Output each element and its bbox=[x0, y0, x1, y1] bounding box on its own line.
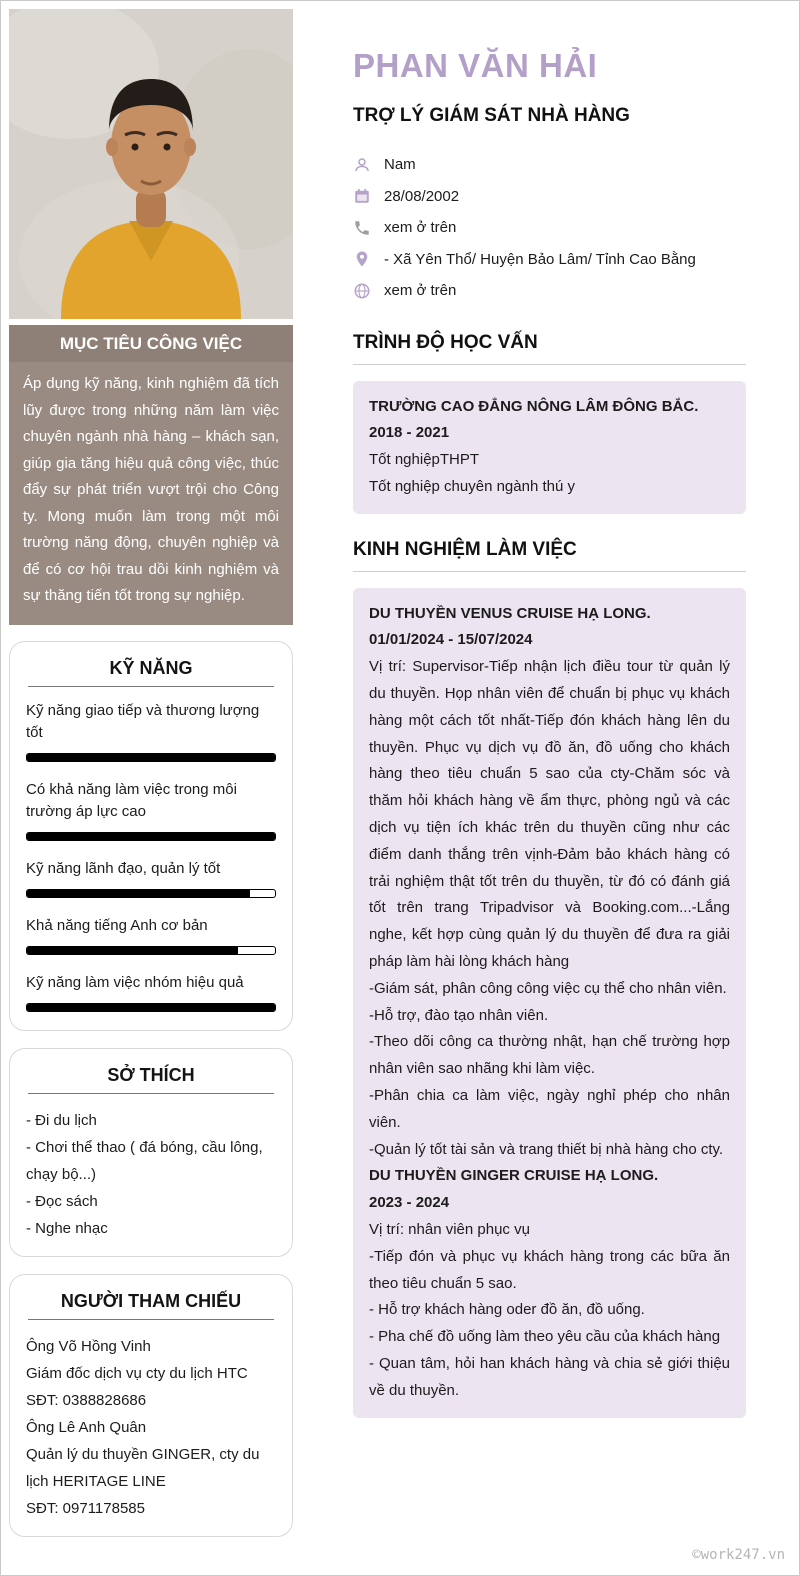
reference-line: SĐT: 0971178585 bbox=[26, 1499, 145, 1517]
education-line: Tốt nghiệp chuyên ngành thú y bbox=[369, 477, 575, 495]
references-heading: NGƯỜI THAM CHIẾU bbox=[60, 1290, 242, 1311]
job-bullet: -Quản lý tốt tài sản và trang thiết bị nhà hàng cho cty. bbox=[369, 1140, 724, 1158]
company-name: DU THUYỀN GINGER CRUISE HẠ LONG. bbox=[369, 1167, 659, 1185]
skill-bar-fill bbox=[27, 833, 275, 840]
reference-line: Quản lý du thuyền GINGER, cty du lịch HERITAGE LINE bbox=[26, 1445, 260, 1490]
job-bullet: - Quan tâm, hỏi han khách hàng và chia sẻ giới thiệu về du thuyền. bbox=[369, 1355, 730, 1399]
location-icon bbox=[353, 250, 371, 268]
job-bullet: -Hỗ trợ, đào tạo nhân viên. bbox=[369, 1006, 549, 1024]
reference-line: Ông Lê Anh Quân bbox=[26, 1418, 147, 1436]
info-text: - Xã Yên Thổ/ Huyện Bảo Lâm/ Tỉnh Cao Bằng bbox=[384, 250, 696, 268]
hobby-item: - Nghe nhạc bbox=[26, 1219, 108, 1237]
references-section bbox=[9, 1274, 293, 1537]
skill-label: Khả năng tiếng Anh cơ bản bbox=[26, 916, 208, 934]
job-bullet: -Theo dõi công ca thường nhật, hạn chế trường hợp nhân viên sao nhãng khi làm việc. bbox=[369, 1033, 730, 1078]
info-gender bbox=[353, 149, 746, 181]
skill-label: Có khả năng làm việc trong môi trường áp lực cao bbox=[26, 780, 237, 820]
hobby-item: - Chơi thể thao ( đá bóng, cầu lông, chạy bộ...) bbox=[26, 1138, 263, 1183]
hobbies-heading: SỞ THÍCH bbox=[107, 1064, 195, 1085]
divider bbox=[28, 686, 274, 687]
info-text: 28/08/2002 bbox=[384, 187, 460, 205]
skill-label: Kỹ năng giao tiếp và thương lượng tốt bbox=[26, 701, 260, 741]
skills-section bbox=[9, 641, 293, 1031]
phone-icon bbox=[353, 219, 371, 237]
watermark: ©work247.vn bbox=[692, 1547, 785, 1563]
school-name: TRƯỜNG CAO ĐẲNG NÔNG LÂM ĐÔNG BẮC. bbox=[369, 397, 699, 415]
skill-item bbox=[26, 858, 276, 898]
skill-bar bbox=[26, 946, 276, 955]
divider bbox=[28, 1319, 274, 1320]
objective-section bbox=[9, 325, 293, 625]
skill-bar bbox=[26, 889, 276, 898]
hobby-item: - Đi du lịch bbox=[26, 1111, 97, 1129]
experience-heading: KINH NGHIỆM LÀM VIỆC bbox=[353, 539, 746, 572]
skill-label: Kỹ năng làm việc nhóm hiệu quả bbox=[26, 973, 244, 991]
skill-item bbox=[26, 700, 276, 762]
reference-line: Giám đốc dịch vụ cty du lịch HTC bbox=[26, 1364, 248, 1382]
globe-icon bbox=[353, 282, 371, 300]
info-text: Nam bbox=[384, 156, 416, 174]
left-column bbox=[9, 9, 293, 1554]
info-birthday bbox=[353, 181, 746, 213]
candidate-name: PHAN VĂN HẢI bbox=[353, 47, 598, 84]
education-line: Tốt nghiệpTHPT bbox=[369, 451, 480, 469]
calendar-icon bbox=[353, 187, 371, 205]
skill-item bbox=[26, 779, 276, 841]
education-heading: TRÌNH ĐỘ HỌC VẤN bbox=[353, 332, 746, 365]
job-period: 2023 - 2024 bbox=[369, 1194, 450, 1212]
skill-bar-fill bbox=[27, 1004, 275, 1011]
profile-photo bbox=[9, 9, 293, 319]
objective-text: Áp dụng kỹ năng, kinh nghiệm đã tích lũy được trong những năm làm việc chuyên ngành nhà hàng – khách sạn, giúp gia tăng hiệu quả công việc, thúc đẩy sự phát triển vượt trội cho Công ty. Mong muốn làm trong một môi trường năng động, chuyên nghiệp và để có cơ hội trau dồi kinh nghiệm và sự thăng tiến tốt trong sự nghiệp. bbox=[9, 362, 293, 625]
info-website bbox=[353, 275, 746, 307]
company-name: DU THUYỀN VENUS CRUISE HẠ LONG. bbox=[369, 604, 651, 622]
job-bullet: -Giám sát, phân công công việc cụ thể cho nhân viên. bbox=[369, 979, 727, 997]
job-bullet: - Hỗ trợ khách hàng oder đồ ăn, đồ uống. bbox=[369, 1301, 645, 1319]
skill-bar bbox=[26, 832, 276, 841]
reference-line: SĐT: 0388828686 bbox=[26, 1391, 147, 1409]
info-text: xem ở trên bbox=[384, 219, 457, 237]
hobby-item: - Đọc sách bbox=[26, 1192, 98, 1210]
reference-line: Ông Võ Hồng Vinh bbox=[26, 1337, 151, 1355]
skill-item bbox=[26, 915, 276, 955]
skill-item bbox=[26, 972, 276, 1012]
info-address bbox=[353, 244, 746, 276]
right-column bbox=[353, 1, 746, 1418]
hobbies-section bbox=[9, 1048, 293, 1257]
education-box bbox=[353, 381, 746, 514]
job-period: 01/01/2024 - 15/07/2024 bbox=[369, 631, 533, 649]
candidate-title: TRỢ LÝ GIÁM SÁT NHÀ HÀNG bbox=[353, 105, 630, 126]
personal-info-list bbox=[353, 149, 746, 307]
job-description: Vị trí: Supervisor-Tiếp nhận lịch điều tour từ quản lý du thuyền. Họp nhân viên để chuẩn bị phục vụ khách hàng một cách tốt nhất-Tiếp đón khách hàng lên du thuyền. Phục vụ dịch vụ đồ ăn, đồ uống cho khách hàng theo tiêu chuẩn 5 sao của cty-Chăm sóc và thăm hỏi khách hàng về ẩm thực, phòng ngủ và các dịch vụ tiện ích khác trên du thuyền cũng như các điểm danh thắng trên vịnh-Đảm bảo khách hàng có trải nghiệm thật tốt trên du thuyền, từ đó có đánh giá tốt trên trang Tripadvisor và Booking.com...-Lắng nghe, kết hợp cùng quản lý du thuyền để đưa ra giải pháp làm hài lòng khách hàng bbox=[369, 658, 730, 971]
job-description: Vị trí: nhân viên phục vụ bbox=[369, 1221, 530, 1239]
skill-bar-fill bbox=[27, 947, 238, 954]
job-bullet: -Tiếp đón và phục vụ khách hàng trong các bữa ăn theo tiêu chuẩn 5 sao. bbox=[369, 1247, 730, 1292]
experience-box bbox=[353, 588, 746, 1418]
skill-bar bbox=[26, 1003, 276, 1012]
person-icon bbox=[353, 156, 371, 174]
objective-heading: MỤC TIÊU CÔNG VIỆC bbox=[9, 325, 293, 362]
info-text: xem ở trên bbox=[384, 282, 457, 300]
job-bullet: -Phân chia ca làm việc, ngày nghỉ phép cho nhân viên. bbox=[369, 1087, 730, 1131]
skill-bar-fill bbox=[27, 754, 275, 761]
skills-heading: KỸ NĂNG bbox=[109, 657, 193, 678]
divider bbox=[28, 1093, 274, 1094]
skill-bar bbox=[26, 753, 276, 762]
job-bullet: - Pha chế đồ uống làm theo yêu cầu của khách hàng bbox=[369, 1328, 721, 1346]
skill-bar-fill bbox=[27, 890, 250, 897]
info-phone bbox=[353, 212, 746, 244]
education-period: 2018 - 2021 bbox=[369, 424, 450, 442]
skill-label: Kỹ năng lãnh đạo, quản lý tốt bbox=[26, 859, 221, 877]
